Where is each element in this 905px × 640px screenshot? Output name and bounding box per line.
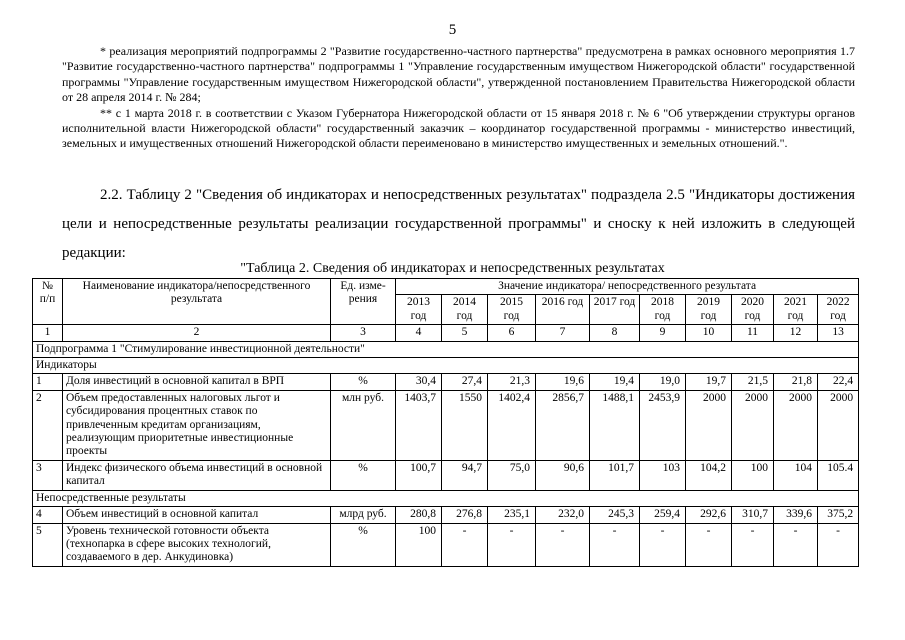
header-year: 2019 год [686,295,732,325]
row-value: 19,0 [640,374,686,390]
column-number: 11 [732,325,774,341]
row-value: 310,7 [732,507,774,523]
row-value: 1403,7 [396,390,442,460]
column-number: 5 [442,325,488,341]
row-value: 1488,1 [590,390,640,460]
row-value: 2856,7 [536,390,590,460]
row-value: 276,8 [442,507,488,523]
section-indicators: Индикаторы [33,358,859,374]
row-value: 21,8 [774,374,818,390]
section-results: Непосредственные результаты [33,490,859,506]
column-number: 10 [686,325,732,341]
row-value: 101,7 [590,460,640,490]
column-number: 7 [536,325,590,341]
column-number: 2 [63,325,331,341]
header-year: 2020 год [732,295,774,325]
row-value: 104 [774,460,818,490]
row-unit: млрд руб. [331,507,396,523]
row-value: 2000 [686,390,732,460]
row-value: 1402,4 [488,390,536,460]
row-value: 2000 [732,390,774,460]
table-row [33,390,859,460]
header-year: 2017 год [590,295,640,325]
column-number: 8 [590,325,640,341]
row-value: - [818,523,859,566]
column-number: 4 [396,325,442,341]
subprogram-row [33,341,859,357]
row-value: 21,3 [488,374,536,390]
row-unit: млн руб. [331,390,396,460]
row-value: - [686,523,732,566]
row-unit: % [331,374,396,390]
column-number: 12 [774,325,818,341]
header-year: 2021 год [774,295,818,325]
row-value: - [536,523,590,566]
row-number: 2 [33,390,63,460]
row-value: 75,0 [488,460,536,490]
row-value: 105.4 [818,460,859,490]
row-unit: % [331,523,396,566]
row-number: 1 [33,374,63,390]
table-row [33,460,859,490]
row-value: - [442,523,488,566]
row-value: 280,8 [396,507,442,523]
column-number: 13 [818,325,859,341]
header-name: Наименование индикатора/непосредственного результата [63,279,331,325]
column-number: 6 [488,325,536,341]
header-year: 2018 год [640,295,686,325]
row-value: - [488,523,536,566]
row-value: 103 [640,460,686,490]
header-year: 2016 год [536,295,590,325]
main-paragraph-block [62,181,855,268]
row-value: 90,6 [536,460,590,490]
row-value: 2453,9 [640,390,686,460]
row-value: 100 [732,460,774,490]
row-value: 1550 [442,390,488,460]
footnote-1: * реализация мероприятий подпрограммы 2 "Развитие государственно-частного партнерства" предусмотрена в рамках основного мероприятия 1.7 "Развитие государственно-частного партнерства" подпрограммы 1 "Управление государственным имуществом Нижегородской области" государственной программы "Управление государственным имуществом Нижегородской области", утвержденной постановлением Правительства Нижегородской области от 28 апреля 2014 г. № 284; [62,44,855,105]
header-num: № п/п [33,279,63,325]
header-row-1 [33,279,859,295]
table-row [33,374,859,390]
column-number: 9 [640,325,686,341]
main-paragraph: 2.2. Таблицу 2 "Сведения об индикаторах и непосредственных результатах" подраздела 2.5 "Индикаторы достижения цели и непосредственные результаты реализации государственной программы" и сноску к ней изложить в следующей редакции: [62,187,855,261]
row-value: 259,4 [640,507,686,523]
row-value: 94,7 [442,460,488,490]
header-year: 2014 год [442,295,488,325]
table-caption: "Таблица 2. Сведения об индикаторах и непосредственных результатах [240,261,665,276]
indicators-table [32,278,859,567]
row-value: 104,2 [686,460,732,490]
row-name: Уровень технической готовности объекта (технопарка в сфере высоких технологий, создаваемого в дер. Анкудиновка) [63,523,331,566]
row-value: 30,4 [396,374,442,390]
page-number: 5 [448,22,457,38]
header-year: 2022 год [818,295,859,325]
row-value: 19,7 [686,374,732,390]
row-value: 27,4 [442,374,488,390]
row-value: - [640,523,686,566]
row-value: - [590,523,640,566]
header-year: 2015 год [488,295,536,325]
row-name: Индекс физического объема инвестиций в основной капитал [63,460,331,490]
row-name: Объем предоставленных налоговых льгот и субсидирования процентных ставок по привлеченным кредитам организациям, реализующим приоритетные инвестиционные проекты [63,390,331,460]
column-number: 3 [331,325,396,341]
subprogram-title: Подпрограмма 1 "Стимулирование инвестиционной деятельности" [33,341,859,357]
row-value: 292,6 [686,507,732,523]
header-unit: Ед. изме-рения [331,279,396,325]
footnote-2: ** с 1 марта 2018 г. в соответствии с Указом Губернатора Нижегородской области от 15 января 2018 г. № 6 "Об утверждении структуры органов исполнительной власти Нижегородской области" государственный заказчик – координатор государственной программы - министерство инвестиций, земельных и имущественных отношений Нижегородской области переименовано в министерство имущественных и земельных отношений.". [62,105,855,151]
row-value: 232,0 [536,507,590,523]
row-value: - [774,523,818,566]
row-number: 5 [33,523,63,566]
column-number: 1 [33,325,63,341]
row-value: 19,4 [590,374,640,390]
row-number: 3 [33,460,63,490]
section-results-row [33,490,859,506]
column-numbers-row [33,325,859,341]
row-value: 21,5 [732,374,774,390]
row-value: 375,2 [818,507,859,523]
row-value: 235,1 [488,507,536,523]
row-number: 4 [33,507,63,523]
header-year: 2013 год [396,295,442,325]
table-row [33,507,859,523]
row-name: Объем инвестиций в основной капитал [63,507,331,523]
footnotes [62,44,855,152]
row-value: 2000 [818,390,859,460]
row-value: 19,6 [536,374,590,390]
row-name: Доля инвестиций в основной капитал в ВРП [63,374,331,390]
row-value: 245,3 [590,507,640,523]
row-value: 100,7 [396,460,442,490]
section-indicators-row [33,358,859,374]
row-value: 22,4 [818,374,859,390]
row-value: 2000 [774,390,818,460]
row-unit: % [331,460,396,490]
row-value: 100 [396,523,442,566]
table-row [33,523,859,566]
header-values-group: Значение индикатора/ непосредственного результата [396,279,859,295]
row-value: - [732,523,774,566]
row-value: 339,6 [774,507,818,523]
